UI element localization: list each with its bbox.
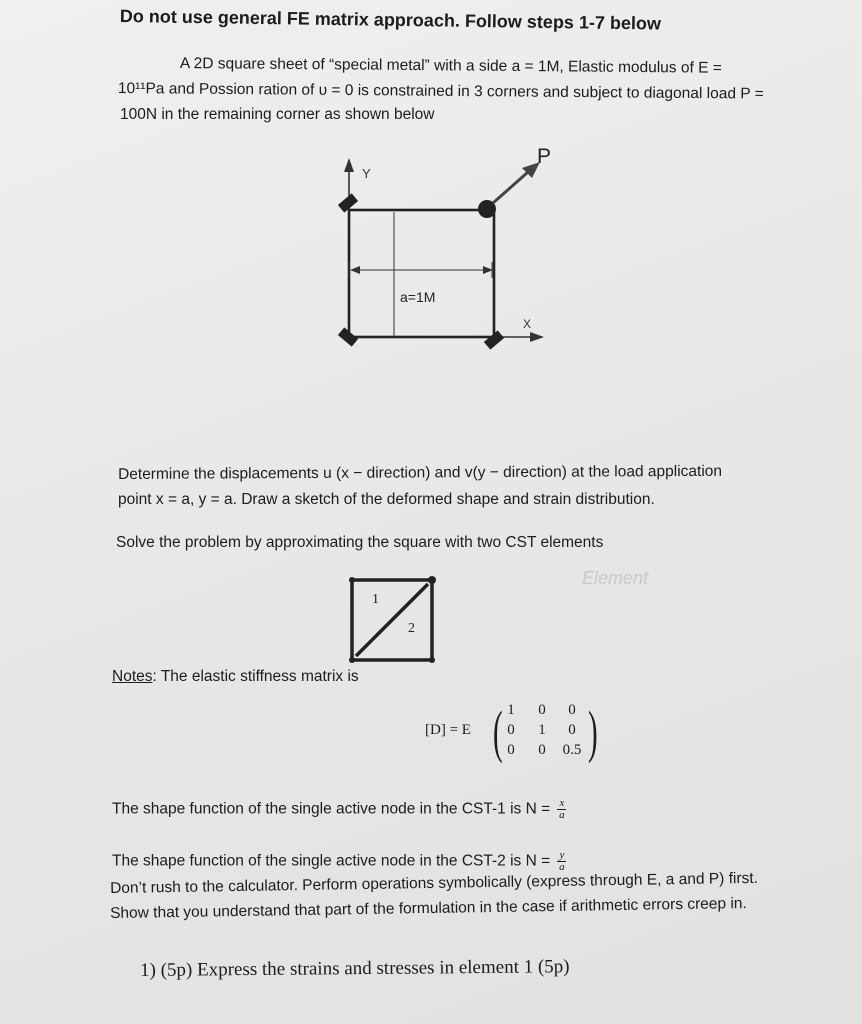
dimension-arrow-left: [350, 266, 360, 274]
x-axis-arrowhead: [530, 332, 544, 342]
matrix-cell: 0: [507, 722, 515, 738]
stiffness-matrix: [D] = E ( 1 0 0 0 1 0 0 0 0.5 ): [425, 699, 598, 764]
x-axis-label: X: [523, 317, 532, 331]
problem-statement-line-1: A 2D square sheet of “special metal” with a side a = 1M, Elastic modulus of E =: [179, 55, 722, 77]
shape-function-cst1-text: The shape function of the single active node in the CST-1 is N =: [112, 800, 551, 818]
problem-statement-line-2: 10¹¹Pa and Possion ration of υ = 0 is constrained in 3 corners and subject to diagonal load P =: [117, 80, 764, 103]
load-arrow: [493, 172, 528, 203]
shape-function-cst1-fraction: $\frac{x}{a}$: [559, 797, 565, 821]
matrix-cell: 1: [538, 722, 546, 738]
plate-diagram: [0, 0, 862, 460]
matrix-cell: 0: [538, 742, 546, 758]
shape-function-cst2-fraction: $\frac{y}{a}$: [559, 849, 565, 873]
notes-line: [112, 668, 359, 686]
calculator-note-line-2: Show that you understand that part of the formulation in the case if arithmetic errors creep in.: [110, 894, 747, 922]
dimension-label: a=1M: [400, 289, 436, 305]
calculator-note-line-1: Don’t rush to the calculator. Perform operations symbolically (express through E, a and P) first.: [110, 869, 759, 897]
shape-function-cst2-text: The shape function of the single active node in the CST-2 is N =: [112, 852, 551, 870]
matrix-lhs: [D] = E: [425, 722, 471, 738]
handwritten-note: Element: [582, 568, 649, 588]
element-1-label: 1: [372, 592, 379, 607]
cst-diagonal: [356, 584, 428, 656]
task-statement-line-1: Determine the displacements u (x − direction) and v(y − direction) at the load application: [118, 462, 723, 483]
matrix-cell: 0: [568, 702, 576, 718]
notes-label: Notes: [112, 668, 153, 685]
cst-elements-diagram: [0, 560, 862, 670]
step-1: 1) (5p) Express the strains and stresses in element 1 (5p): [140, 956, 570, 981]
cst-instruction: Solve the problem by approximating the square with two CST elements: [116, 534, 604, 551]
page-heading: Do not use general FE matrix approach. Follow steps 1-7 below: [119, 6, 662, 34]
square-plate: [349, 210, 494, 337]
notes-text: : The elastic stiffness matrix is: [152, 668, 359, 685]
matrix-cell: 0.5: [562, 742, 582, 758]
problem-statement-line-3: 100N in the remaining corner as shown below: [120, 106, 435, 123]
task-statement-line-2: point x = a, y = a. Draw a sketch of the deformed shape and strain distribution.: [118, 491, 655, 508]
load-label: P: [537, 145, 552, 168]
matrix-cell: 0: [538, 702, 546, 718]
active-node: [428, 576, 436, 584]
element-2-label: 2: [408, 621, 415, 636]
shape-function-cst2: [112, 850, 566, 873]
matrix-cell: 1: [507, 702, 515, 718]
y-axis-arrowhead: [344, 158, 354, 172]
matrix-cell: 0: [507, 742, 515, 758]
matrix-cell: 0: [568, 722, 576, 738]
y-axis-label: Y: [362, 166, 371, 181]
shape-function-cst1: [112, 798, 566, 821]
